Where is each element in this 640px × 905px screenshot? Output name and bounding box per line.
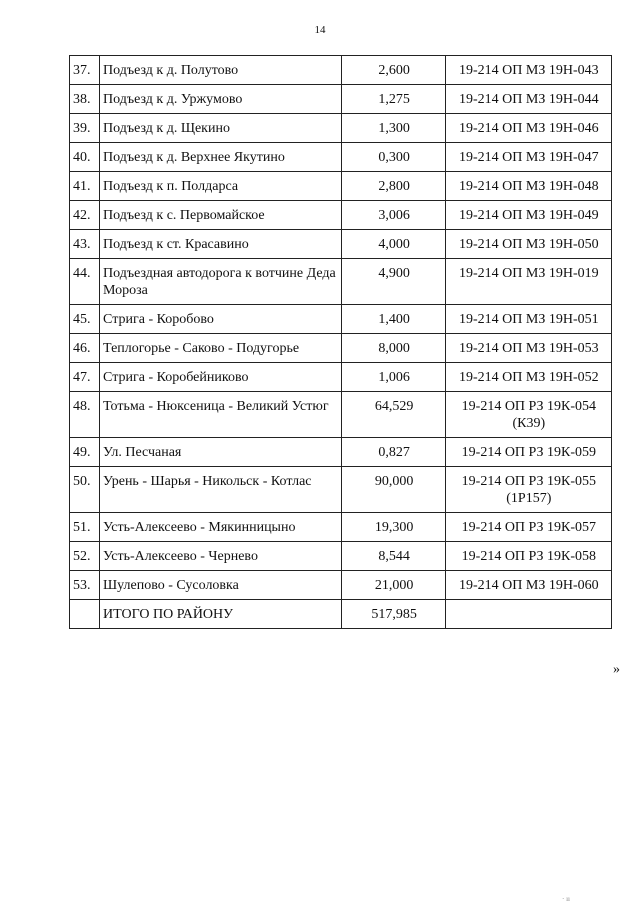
road-name-cell: Усть-Алексеево - Мякинницыно: [100, 513, 342, 542]
road-code-cell: 19-214 ОП МЗ 19Н-048: [445, 172, 611, 201]
road-length-cell: 4,900: [342, 259, 445, 305]
road-name-cell: Ул. Песчаная: [100, 438, 342, 467]
row-number-cell: 40.: [70, 143, 100, 172]
table-row: [70, 114, 612, 143]
table-row: [70, 143, 612, 172]
road-length-cell: 8,000: [342, 334, 445, 363]
road-length-cell: 19,300: [342, 513, 445, 542]
road-name-cell: Усть-Алексеево - Чернево: [100, 542, 342, 571]
road-code-cell: 19-214 ОП МЗ 19Н-053: [445, 334, 611, 363]
table-row: [70, 392, 612, 438]
road-length-cell: 2,800: [342, 172, 445, 201]
road-code-cell: 19-214 ОП РЗ 19К-055 (1Р157): [445, 467, 611, 513]
closing-quote: »: [613, 662, 620, 677]
table-row: [70, 513, 612, 542]
roads-table-body: [70, 56, 612, 629]
road-code-cell: 19-214 ОП МЗ 19Н-044: [445, 85, 611, 114]
road-length-cell: 1,300: [342, 114, 445, 143]
table-row: [70, 230, 612, 259]
road-length-cell: 64,529: [342, 392, 445, 438]
road-name-cell: Подъезд к д. Уржумово: [100, 85, 342, 114]
page-number: 14: [314, 24, 326, 36]
road-length-cell: 1,006: [342, 363, 445, 392]
road-name-cell: Подъезд к п. Полдарса: [100, 172, 342, 201]
road-name-cell: Стрига - Коробейниково: [100, 363, 342, 392]
table-row: [70, 56, 612, 85]
road-code-cell: 19-214 ОП МЗ 19Н-046: [445, 114, 611, 143]
road-code-cell: 19-214 ОП МЗ 19Н-060: [445, 571, 611, 600]
road-name-cell: Стрига - Коробово: [100, 305, 342, 334]
road-code-cell: 19-214 ОП МЗ 19Н-052: [445, 363, 611, 392]
table-row: [70, 259, 612, 305]
row-number-cell: 47.: [70, 363, 100, 392]
table-row: [70, 305, 612, 334]
row-number-cell: 44.: [70, 259, 100, 305]
road-length-cell: 0,300: [342, 143, 445, 172]
row-number-cell: 52.: [70, 542, 100, 571]
road-code-cell: 19-214 ОП МЗ 19Н-049: [445, 201, 611, 230]
road-length-cell: 517,985: [342, 600, 445, 629]
row-number-cell: 37.: [70, 56, 100, 85]
road-code-cell: [445, 600, 611, 629]
road-code-cell: 19-214 ОП МЗ 19Н-043: [445, 56, 611, 85]
scan-mark: · ıı: [562, 895, 570, 903]
table-row: [70, 571, 612, 600]
table-row: [70, 334, 612, 363]
row-number-cell: 49.: [70, 438, 100, 467]
road-name-cell: Шулепово - Сусоловка: [100, 571, 342, 600]
road-name-cell: Подъезд к д. Полутово: [100, 56, 342, 85]
road-code-cell: 19-214 ОП РЗ 19К-054 (К39): [445, 392, 611, 438]
road-length-cell: 3,006: [342, 201, 445, 230]
table-row: [70, 172, 612, 201]
road-name-cell: Подъезд к д. Верхнее Якутино: [100, 143, 342, 172]
table-row: [70, 201, 612, 230]
road-code-cell: 19-214 ОП РЗ 19К-057: [445, 513, 611, 542]
table-row: [70, 438, 612, 467]
road-name-cell: Подъезд к д. Щекино: [100, 114, 342, 143]
row-number-cell: 45.: [70, 305, 100, 334]
road-code-cell: 19-214 ОП РЗ 19К-059: [445, 438, 611, 467]
row-number-cell: 53.: [70, 571, 100, 600]
road-name-cell: Подъездная автодорога к вотчине Деда Мороза: [100, 259, 342, 305]
roads-table: [69, 55, 612, 629]
road-code-cell: 19-214 ОП МЗ 19Н-047: [445, 143, 611, 172]
row-number-cell: 42.: [70, 201, 100, 230]
road-name-cell: Теплогорье - Саково - Подугорье: [100, 334, 342, 363]
road-name-cell: Подъезд к ст. Красавино: [100, 230, 342, 259]
row-number-cell: 38.: [70, 85, 100, 114]
table-row: [70, 85, 612, 114]
total-row: [70, 600, 612, 629]
road-length-cell: 1,400: [342, 305, 445, 334]
road-code-cell: 19-214 ОП РЗ 19К-058: [445, 542, 611, 571]
road-length-cell: 4,000: [342, 230, 445, 259]
road-code-cell: 19-214 ОП МЗ 19Н-051: [445, 305, 611, 334]
road-name-cell: Подъезд к с. Первомайское: [100, 201, 342, 230]
road-code-cell: 19-214 ОП МЗ 19Н-019: [445, 259, 611, 305]
row-number-cell: 46.: [70, 334, 100, 363]
road-length-cell: 90,000: [342, 467, 445, 513]
row-number-cell: 48.: [70, 392, 100, 438]
road-name-cell: Тотьма - Нюксеница - Великий Устюг: [100, 392, 342, 438]
row-number-cell: 39.: [70, 114, 100, 143]
row-number-cell: 41.: [70, 172, 100, 201]
road-length-cell: 1,275: [342, 85, 445, 114]
road-code-cell: 19-214 ОП МЗ 19Н-050: [445, 230, 611, 259]
road-length-cell: 0,827: [342, 438, 445, 467]
row-number-cell: 51.: [70, 513, 100, 542]
row-number-cell: [70, 600, 100, 629]
table-row: [70, 542, 612, 571]
row-number-cell: 43.: [70, 230, 100, 259]
row-number-cell: 50.: [70, 467, 100, 513]
road-length-cell: 2,600: [342, 56, 445, 85]
road-name-cell: ИТОГО ПО РАЙОНУ: [100, 600, 342, 629]
table-row: [70, 363, 612, 392]
road-length-cell: 21,000: [342, 571, 445, 600]
road-length-cell: 8,544: [342, 542, 445, 571]
road-name-cell: Урень - Шарья - Никольск - Котлас: [100, 467, 342, 513]
table-row: [70, 467, 612, 513]
